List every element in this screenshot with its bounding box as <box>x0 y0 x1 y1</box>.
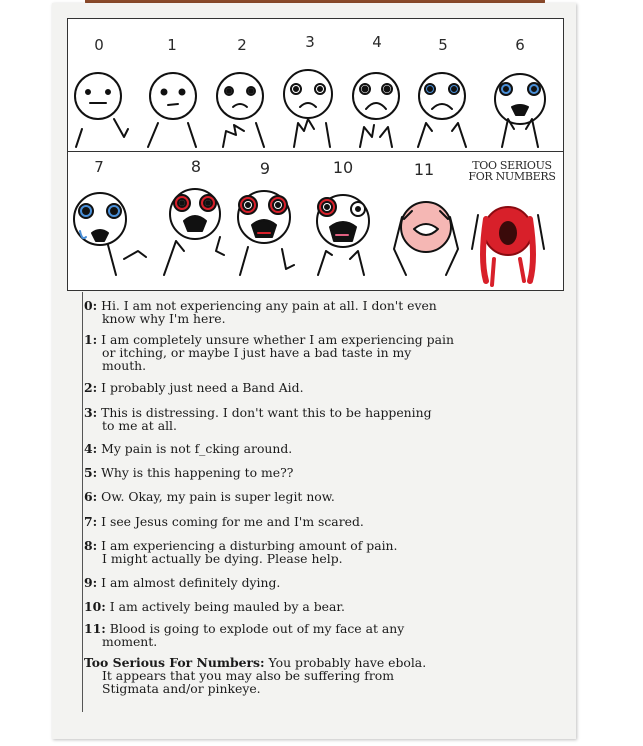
face-6-icon <box>495 74 545 147</box>
scale-number-5: 5 <box>438 36 448 54</box>
face-11-icon <box>394 202 458 275</box>
scale-number-4: 4 <box>372 33 382 51</box>
face-10-icon <box>317 195 369 275</box>
scale-number-1: 1 <box>167 36 177 54</box>
face-1-icon <box>148 73 196 147</box>
legend-row-4: 4: My pain is not f_cking around. <box>84 441 293 456</box>
scale-number-3: 3 <box>305 33 315 51</box>
scale-number-6: 6 <box>515 36 525 54</box>
legend-row-2: 2: I probably just need a Band Aid. <box>84 380 304 395</box>
too-serious-label: TOO SERIOUS FOR NUMBERS <box>468 159 556 183</box>
face-7-icon <box>74 193 146 275</box>
face-0-icon <box>75 73 128 147</box>
too-serious-face-icon <box>472 207 544 285</box>
pain-scale-panel <box>67 18 564 291</box>
legend-row-too-serious: Too Serious For Numbers: You probably have ebola. It appears that you may also be suffering from Stigmata and/or pinkeye. <box>84 655 427 696</box>
legend-row-10: 10: I am actively being mauled by a bear. <box>84 599 345 614</box>
legend-row-5: 5: Why is this happening to me?? <box>84 465 294 480</box>
scale-number-9: 9 <box>259 159 271 178</box>
face-8-icon <box>164 189 224 275</box>
face-4-icon <box>353 73 399 147</box>
face-3-icon <box>284 70 332 147</box>
legend-row-1: 1: I am completely unsure whether I am experiencing pain or itching, or maybe I just have a bad taste in my mouth. <box>84 332 454 373</box>
faces-drawing <box>68 19 563 290</box>
scale-number-11: 11 <box>413 160 435 179</box>
legend-row-7: 7: I see Jesus coming for me and I'm scared. <box>84 514 364 529</box>
face-2-icon <box>217 73 264 147</box>
legend-row-3: 3: This is distressing. I don't want this to be happening to me at all. <box>84 405 432 433</box>
scale-number-10: 10 <box>332 158 354 177</box>
legend-row-0: 0: Hi. I am not experiencing any pain at all. I don't even know why I'm here. <box>84 298 437 326</box>
scale-number-8: 8 <box>190 157 202 176</box>
legend-row-11: 11: Blood is going to explode out of my face at any moment. <box>84 621 405 649</box>
legend-row-8: 8: I am experiencing a disturbing amount of pain. I might actually be dying. Please help. <box>84 538 398 566</box>
scale-number-0: 0 <box>94 36 104 54</box>
scale-number-2: 2 <box>237 36 247 54</box>
face-5-icon <box>418 73 466 147</box>
legend-row-9: 9: I am almost definitely dying. <box>84 575 281 590</box>
face-9-icon <box>238 191 294 275</box>
scale-number-7: 7 <box>94 158 104 176</box>
legend-row-6: 6: Ow. Okay, my pain is super legit now. <box>84 489 335 504</box>
